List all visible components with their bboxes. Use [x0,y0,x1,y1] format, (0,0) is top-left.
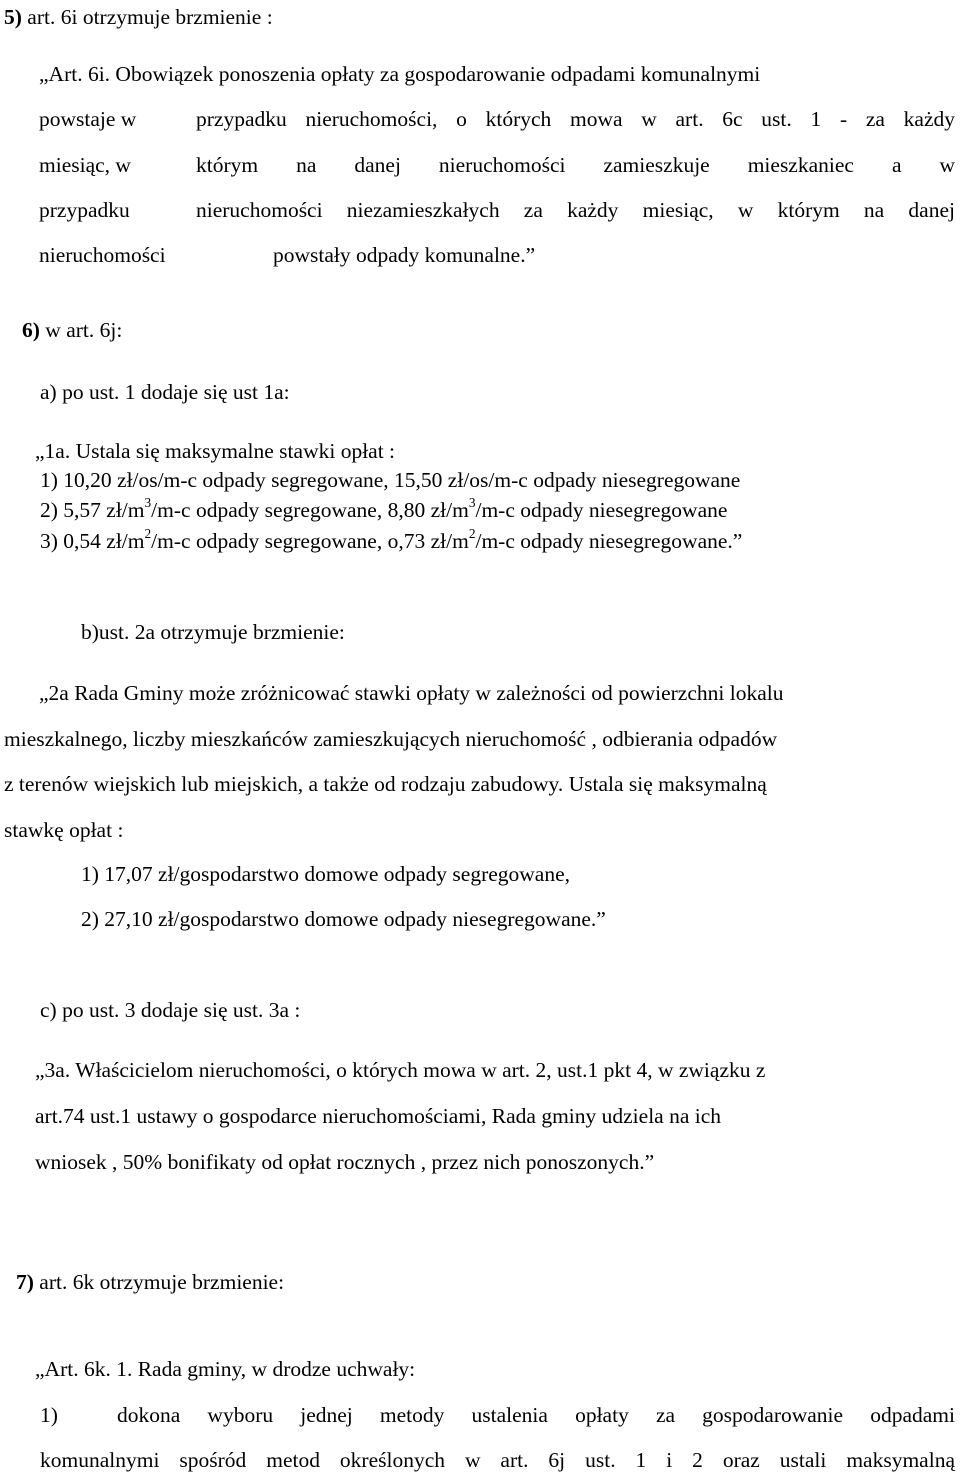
paragraph-line-left: przypadku [39,198,130,222]
paragraph-line: z terenów wiejskich lub miejskich, a także od rodzaju zabudowy. Ustala się maksymalną [4,772,767,796]
paragraph-line-left: miesiąc, w [39,153,131,177]
rate-list-item: 2) 27,10 zł/gospodarstwo domowe odpady niesegregowane.” [81,907,606,931]
list-item-number: 1) [40,1403,58,1427]
paragraph-line: „Art. 6i. Obowiązek ponoszenia opłaty za gospodarowanie odpadami komunalnymi [39,62,761,86]
section-heading-text: art. 6k otrzymuje brzmienie: [39,1270,285,1294]
paragraph-line-right: powstały odpady komunalne.” [273,243,536,267]
paragraph-line: „3a. Właścicielom nieruchomości, o których mowa w art. 2, ust.1 pkt 4, w związku z [35,1058,766,1082]
paragraph-line: „2a Rada Gminy może zróżnicować stawki opłaty w zależności od powierzchni lokalu [39,681,784,705]
section-7-heading [16,1272,284,1294]
paragraph-line: art.74 ust.1 ustawy o gospodarce nieruchomościami, Rada gminy udziela na ich [35,1104,722,1128]
list-item-continuation: komunalnymi spośród metod określonych w art. 6j ust. 1 i 2 oraz ustali maksymalną [40,1448,955,1472]
rate-list-item: 1) 10,20 zł/os/m-c odpady segregowane, 15,50 zł/os/m-c odpady niesegregowane [40,468,741,492]
subsection-b-heading: b)ust. 2a otrzymuje brzmienie: [81,620,345,644]
section-5-heading [4,7,273,29]
rate-list-item: 3) 0,54 $zł/m^2/m-c$ odpady segregowane, o,73 $zł/m^2/m-c$ odpady niesegregowane.” [40,526,743,553]
subsection-c-heading: c) po ust. 3 dodaje się ust. 3a : [40,998,301,1022]
paragraph-line: „Art. 6k. 1. Rada gminy, w drodze uchwały: [35,1357,416,1381]
paragraph-line: mieszkalnego, liczby mieszkańców zamieszkujących nieruchomość , odbierania odpadów [4,727,778,751]
rate-list-item: 2) 5,57 $zł/m^3/m-c$ odpady segregowane, 8,80 $zł/m^3/m-c$ odpady niesegregowane [40,495,728,522]
paragraph-line-right: którym na danej nieruchomości zamieszkuje mieszkaniec a w [196,153,955,177]
subsection-a-heading: a) po ust. 1 dodaje się ust 1a: [40,380,290,404]
paragraph-line-left: nieruchomości [39,243,166,267]
section-number: 7) [16,1270,34,1294]
paragraph-line-right: przypadku nieruchomości, o których mowa w art. 6c ust. 1 - za każdy [196,107,955,131]
paragraph-line: stawkę opłat : [4,818,124,842]
paragraph-line-left: powstaje w [39,107,137,131]
section-number: 6) [22,318,40,342]
paragraph-line: „1a. Ustala się maksymalne stawki opłat : [35,439,396,463]
section-number: 5) [4,5,22,29]
list-item-text: dokona wyboru jednej metody ustalenia opłaty za gospodarowanie odpadami [117,1403,955,1427]
paragraph-line-right: nieruchomości niezamieszkałych za każdy miesiąc, w którym na danej [196,198,955,222]
paragraph-line: wniosek , 50% bonifikaty od opłat rocznych , przez nich ponoszonych.” [35,1150,655,1174]
section-6-heading [22,320,122,342]
section-heading-text: art. 6i otrzymuje brzmienie : [27,5,273,29]
rate-list-item: 1) 17,07 zł/gospodarstwo domowe odpady segregowane, [81,862,571,886]
section-heading-text: w art. 6j: [45,318,123,342]
